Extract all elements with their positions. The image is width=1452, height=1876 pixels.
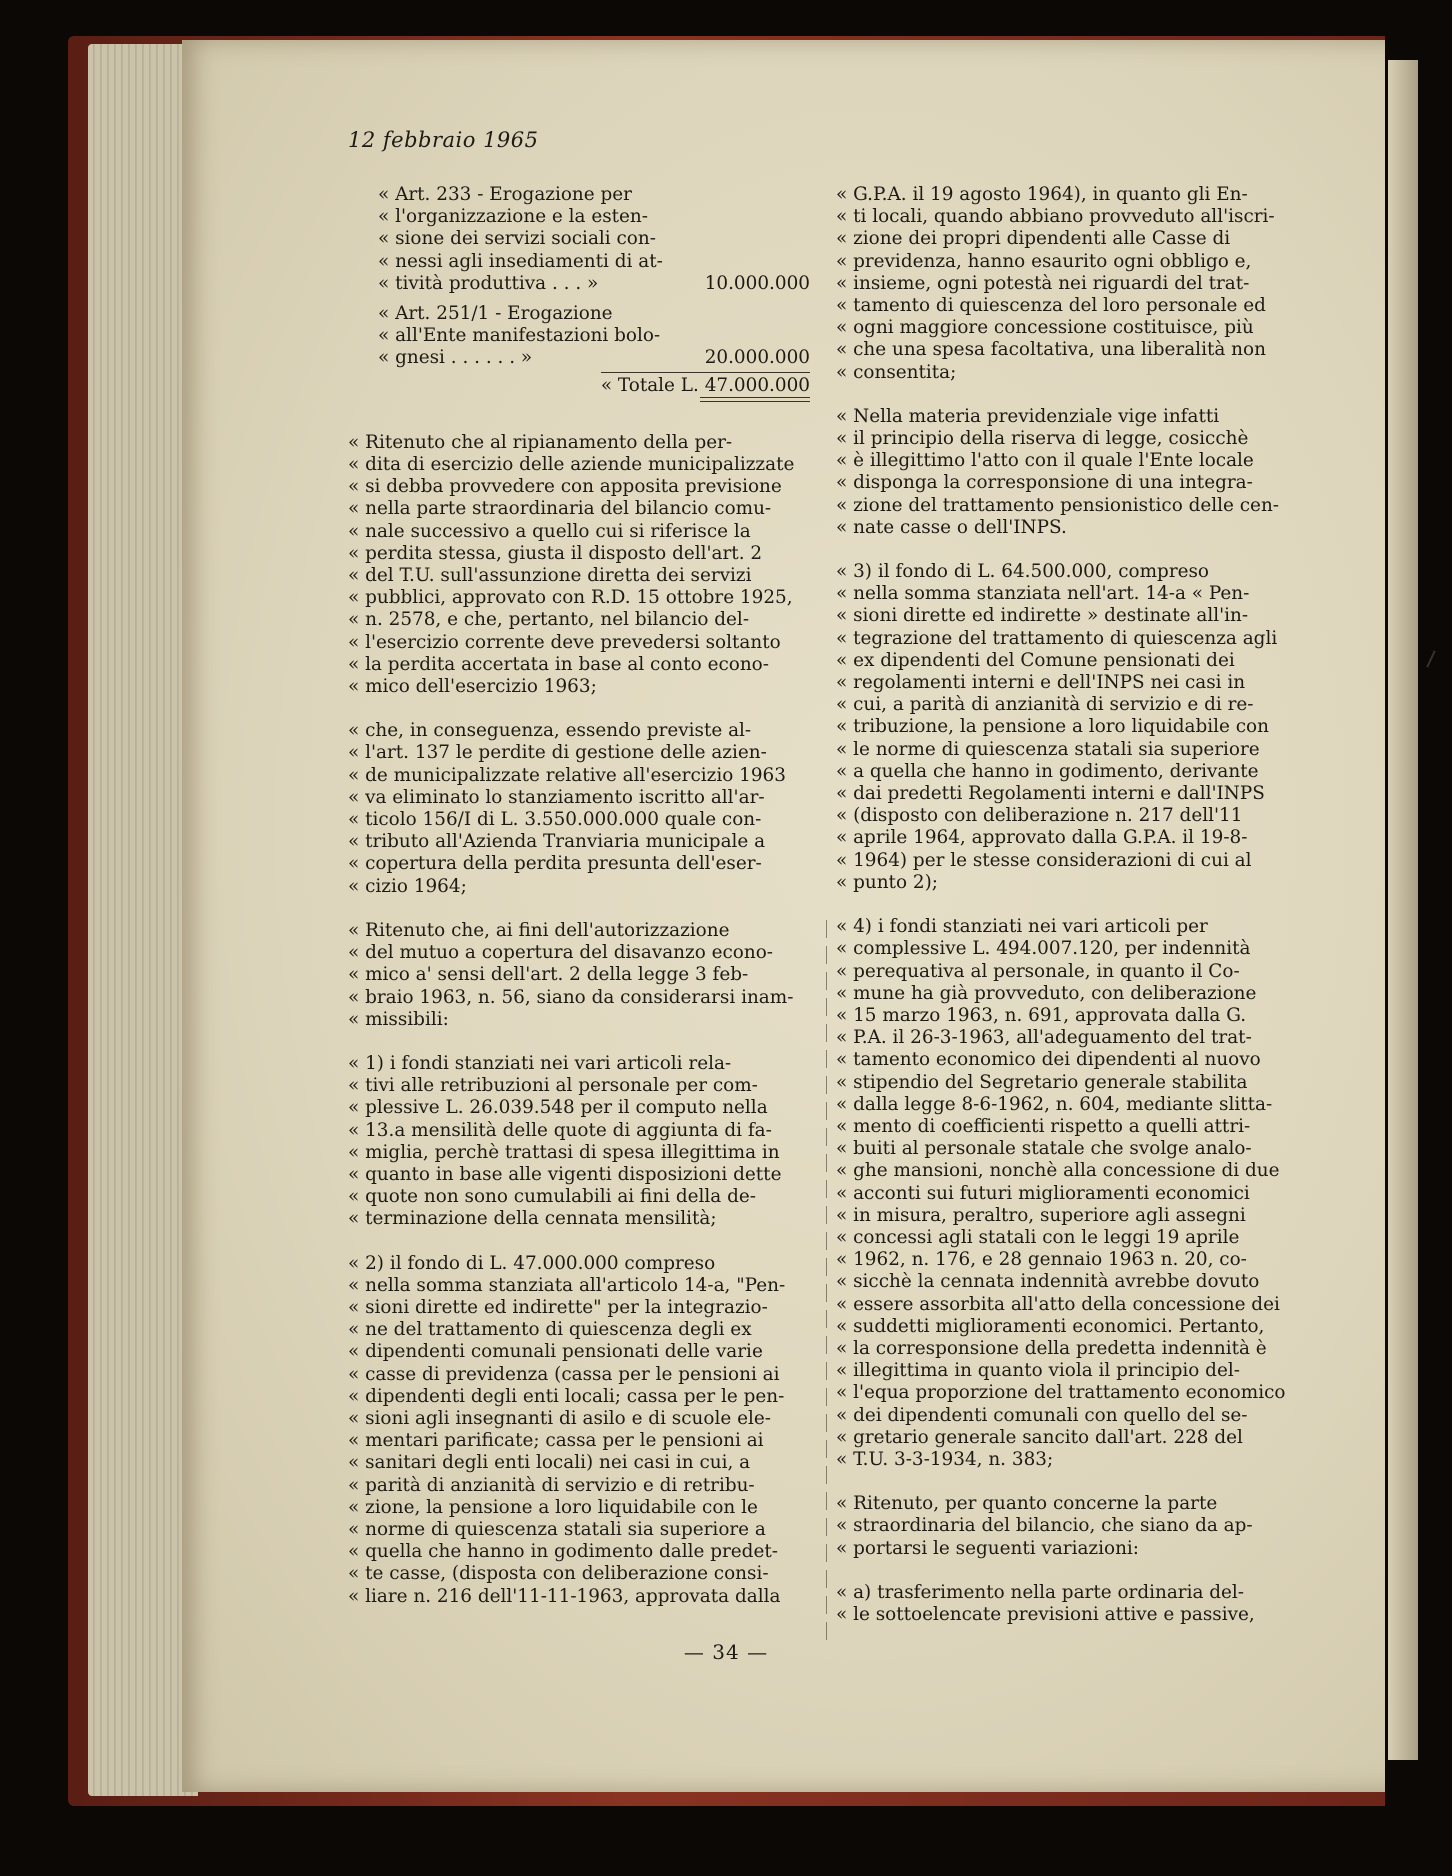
text-line: « complessive L. 494.007.120, per indennità bbox=[836, 938, 1251, 960]
paragraph bbox=[348, 920, 810, 1031]
text-line: « si debba provvedere con apposita previsione bbox=[348, 476, 782, 498]
double-rule bbox=[700, 397, 810, 402]
text-line: « ne del trattamento di quiescenza degli ex bbox=[348, 1319, 752, 1341]
text-line: « tribuzione, la pensione a loro liquidabile con bbox=[836, 716, 1269, 738]
text-line: « tributo all'Azienda Tranviaria municipale a bbox=[348, 831, 766, 853]
text-line: « cizio 1964; bbox=[348, 875, 467, 897]
text-line: « stipendio del Segretario generale stabilita bbox=[836, 1071, 1248, 1093]
text-line: « terminazione della cennata mensilità; bbox=[348, 1208, 717, 1230]
text-line: « casse di previdenza (cassa per le pensioni ai bbox=[348, 1363, 780, 1385]
text-line: « Ritenuto che al ripianamento della per- bbox=[348, 431, 733, 453]
text-line: « aprile 1964, approvato dalla G.P.A. il 19-8- bbox=[836, 827, 1248, 849]
text-line: « a) trasferimento nella parte ordinaria del- bbox=[836, 1581, 1245, 1603]
text-line: « ti locali, quando abbiano provveduto all'iscri- bbox=[836, 206, 1275, 228]
paragraph bbox=[836, 184, 1302, 384]
text-line: « del T.U. sull'assunzione diretta dei servizi bbox=[348, 565, 752, 587]
text-line: « l'esercizio corrente deve prevedersi soltanto bbox=[348, 631, 781, 653]
text-line: « G.P.A. il 19 agosto 1964), in quanto gli En- bbox=[836, 184, 1248, 205]
text-line: « gretario generale sancito dall'art. 228 del bbox=[836, 1426, 1243, 1448]
text-line: « illegittima in quanto viola il principio del- bbox=[836, 1360, 1240, 1382]
text-line: « nessi agli insediamenti di at- bbox=[378, 250, 663, 272]
text-line: « nella somma stanziata nell'art. 14-a « Pen- bbox=[836, 583, 1250, 605]
text-line: « sanitari degli enti locali) nei casi in cui, a bbox=[348, 1452, 751, 1474]
text-line: « buiti al personale statale che svolge analo- bbox=[836, 1138, 1252, 1160]
text-line: « Ritenuto, per quanto concerne la parte bbox=[836, 1493, 1218, 1515]
text-line: « Nella materia previdenziale vige infatti bbox=[836, 405, 1220, 427]
text-line: « mentari parificate; cassa per le pensioni ai bbox=[348, 1430, 764, 1452]
text-line: « Art. 233 - Erogazione per bbox=[378, 184, 632, 205]
text-line: « 13.a mensilità delle quote di aggiunta di fa- bbox=[348, 1119, 772, 1141]
text-line: « l'organizzazione e la esten- bbox=[378, 206, 648, 228]
text-line: « 1962, n. 176, e 28 gennaio 1963 n. 20, co- bbox=[836, 1249, 1247, 1271]
text-line: « dei dipendenti comunali con quello del se- bbox=[836, 1404, 1248, 1426]
article-amount: 10.000.000 bbox=[704, 272, 810, 294]
text-line: « portarsi le seguenti variazioni: bbox=[836, 1537, 1139, 1559]
text-line: « perequativa al personale, in quanto il Co- bbox=[836, 960, 1240, 982]
text-line: « il principio della riserva di legge, cosicchè bbox=[836, 428, 1249, 450]
text-line: « plessive L. 26.039.548 per il computo nella bbox=[348, 1097, 768, 1119]
text-line: « del mutuo a copertura del disavanzo econo- bbox=[348, 942, 774, 964]
article-amount: 20.000.000 bbox=[704, 347, 810, 369]
text-line: « ex dipendenti del Comune pensionati dei bbox=[836, 649, 1235, 671]
text-line: « zione, la pensione a loro liquidabile con le bbox=[348, 1496, 758, 1518]
text-line: « cui, a parità di anzianità di servizio e di re- bbox=[836, 694, 1254, 716]
text-line: « previdenza, hanno esaurito ogni obbligo e, bbox=[836, 250, 1252, 272]
text-line: « missibili: bbox=[348, 1008, 449, 1030]
text-line: « copertura della perdita presunta dell'eser- bbox=[348, 853, 762, 875]
paragraph bbox=[836, 561, 1302, 894]
text-line: « te casse, (disposta con deliberazione consi- bbox=[348, 1563, 769, 1585]
text-line: « consentita; bbox=[836, 361, 957, 383]
text-line: « concessi agli statali con le leggi 19 aprile bbox=[836, 1226, 1240, 1248]
text-line: « straordinaria del bilancio, che siano da ap- bbox=[836, 1515, 1253, 1537]
text-line: « ticolo 156/I di L. 3.550.000.000 quale con- bbox=[348, 809, 762, 831]
paragraph bbox=[348, 432, 810, 698]
paragraph bbox=[836, 1493, 1302, 1560]
text-line: « miglia, perchè trattasi di spesa illegittima in bbox=[348, 1141, 780, 1163]
text-line: « (disposto con deliberazione n. 217 dell'11 bbox=[836, 805, 1243, 827]
text-line: « zione dei propri dipendenti alle Casse di bbox=[836, 228, 1231, 250]
text-line: « tegrazione del trattamento di quiescenza agli bbox=[836, 627, 1278, 649]
text-line: « l'art. 137 le perdite di gestione delle azien- bbox=[348, 742, 767, 764]
text-line: « è illegittimo l'atto con il quale l'Ente locale bbox=[836, 450, 1254, 472]
text-line: « che una spesa facoltativa, una liberalità non bbox=[836, 339, 1266, 361]
total-line bbox=[348, 372, 810, 397]
text-line: « sicchè la cennata indennità avrebbe dovuto bbox=[836, 1271, 1260, 1293]
text-line: « 2) il fondo di L. 47.000.000 compreso bbox=[348, 1252, 716, 1274]
next-page-edge bbox=[1388, 60, 1418, 1760]
text-line: « 4) i fondi stanziati nei vari articoli per bbox=[836, 916, 1208, 938]
text-line: « mento di coefficienti rispetto a quelli attri- bbox=[836, 1115, 1251, 1137]
text-line: « dai predetti Regolamenti interni e dall'INPS bbox=[836, 783, 1265, 805]
paragraph bbox=[348, 720, 810, 898]
text-line: « in misura, peraltro, superiore agli assegni bbox=[836, 1204, 1246, 1226]
text-line: « parità di anzianità di servizio e di retribu- bbox=[348, 1474, 755, 1496]
text-line: « tività produttiva . . . » bbox=[378, 272, 599, 294]
text-line: « sioni dirette ed indirette » destinate all'in- bbox=[836, 605, 1249, 627]
text-line: « P.A. il 26-3-1963, all'adeguamento del trat- bbox=[836, 1027, 1252, 1049]
text-line: « ogni maggiore concessione costituisce, più bbox=[836, 317, 1254, 339]
text-line: « essere assorbita all'atto della concessione dei bbox=[836, 1293, 1280, 1315]
text-line: « regolamenti interni e dell'INPS nei casi in bbox=[836, 672, 1246, 694]
text-line: « le norme di quiescenza statali sia superiore bbox=[836, 738, 1260, 760]
article-entry bbox=[348, 184, 810, 295]
article-entry bbox=[348, 303, 810, 370]
text-line: « de municipalizzate relative all'esercizio 1963 bbox=[348, 764, 786, 786]
column-separator bbox=[826, 920, 827, 1640]
paragraph bbox=[348, 1253, 810, 1608]
text-line: « tamento di quiescenza del loro personale ed bbox=[836, 295, 1266, 317]
text-line: « 3) il fondo di L. 64.500.000, compreso bbox=[836, 561, 1210, 583]
text-line: « zione del trattamento pensionistico delle cen- bbox=[836, 494, 1280, 516]
right-column bbox=[836, 184, 1302, 1648]
text-line: « dita di esercizio delle aziende municipalizzate bbox=[348, 454, 795, 476]
text-line: « la corresponsione della predetta indennità è bbox=[836, 1337, 1267, 1359]
text-line: « la perdita accertata in base al conto econo- bbox=[348, 653, 769, 675]
paragraph bbox=[836, 406, 1302, 539]
text-line: « nella parte straordinaria del bilancio comu- bbox=[348, 498, 772, 520]
text-line: « mune ha già provveduto, con deliberazione bbox=[836, 982, 1257, 1004]
text-line: « suddetti miglioramenti economici. Pertanto, bbox=[836, 1315, 1265, 1337]
text-line: « insieme, ogni potestà nei riguardi del trat- bbox=[836, 272, 1250, 294]
left-column bbox=[348, 184, 810, 1630]
text-line: « quanto in base alle vigenti disposizioni dette bbox=[348, 1163, 782, 1185]
text-line: « ghe mansioni, nonchè alla concessione di due bbox=[836, 1160, 1280, 1182]
text-line: « va eliminato lo stanziamento iscritto all'ar- bbox=[348, 786, 765, 808]
text-line: « le sottoelencate previsioni attive e passive, bbox=[836, 1603, 1255, 1625]
text-line: « sioni agli insegnanti di asilo e di scuole ele- bbox=[348, 1407, 771, 1429]
text-line: « 15 marzo 1963, n. 691, approvata dalla G. bbox=[836, 1004, 1247, 1026]
text-line: « dipendenti comunali pensionati delle varie bbox=[348, 1341, 763, 1363]
text-line: « norme di quiescenza statali sia superiore a bbox=[348, 1518, 766, 1540]
text-line: « liare n. 216 dell'11-11-1963, approvata dalla bbox=[348, 1585, 781, 1607]
text-line: « all'Ente manifestazioni bolo- bbox=[378, 325, 661, 347]
text-line: « sione dei servizi sociali con- bbox=[378, 228, 656, 250]
header-date: 12 febbraio 1965 bbox=[348, 128, 539, 152]
text-line: « quote non sono cumulabili ai fini della de- bbox=[348, 1186, 756, 1208]
text-line: « nate casse o dell'INPS. bbox=[836, 516, 1067, 538]
text-line: « T.U. 3-3-1934, n. 383; bbox=[836, 1448, 1054, 1470]
text-line: « dipendenti degli enti locali; cassa per le pen- bbox=[348, 1385, 785, 1407]
paragraph bbox=[348, 1053, 810, 1231]
page-number: — 34 — bbox=[683, 1640, 769, 1664]
text-line: « l'equa proporzione del trattamento economico bbox=[836, 1382, 1286, 1404]
text-line: « che, in conseguenza, essendo previste al- bbox=[348, 720, 752, 742]
text-line: « pubblici, approvato con R.D. 15 ottobre 1925, bbox=[348, 587, 793, 609]
text-line: « acconti sui futuri miglioramenti economici bbox=[836, 1182, 1250, 1204]
text-line: « Art. 251/1 - Erogazione bbox=[378, 303, 613, 325]
text-line: « 1964) per le stesse considerazioni di cui al bbox=[836, 849, 1252, 871]
text-line: « disponga la corresponsione di una integra- bbox=[836, 472, 1253, 494]
text-line: « tamento economico dei dipendenti al nuovo bbox=[836, 1049, 1261, 1071]
text-line: « quella che hanno in godimento dalle predet- bbox=[348, 1541, 778, 1563]
total-value: « Totale L. 47.000.000 bbox=[601, 372, 810, 397]
text-line: « dalla legge 8-6-1962, n. 604, mediante slitta- bbox=[836, 1093, 1273, 1115]
text-line: « Ritenuto che, ai fini dell'autorizzazione bbox=[348, 919, 730, 941]
text-line: « a quella che hanno in godimento, derivante bbox=[836, 760, 1259, 782]
text-line: « tivi alle retribuzioni al personale per com- bbox=[348, 1075, 758, 1097]
text-line: « nella somma stanziata all'articolo 14-a, "Pen- bbox=[348, 1274, 786, 1296]
left-paragraphs bbox=[348, 432, 810, 1608]
article-text bbox=[378, 303, 688, 370]
text-line: « mico dell'esercizio 1963; bbox=[348, 676, 597, 698]
text-line: « braio 1963, n. 56, siano da considerarsi inam- bbox=[348, 986, 794, 1008]
text-line: « mico a' sensi dell'art. 2 della legge 3 feb- bbox=[348, 964, 749, 986]
text-line: « sioni dirette ed indirette" per la integrazio- bbox=[348, 1296, 768, 1318]
text-line: « punto 2); bbox=[836, 871, 938, 893]
paragraph bbox=[836, 916, 1302, 1471]
text-line: « nale successivo a quello cui si riferisce la bbox=[348, 520, 751, 542]
text-line: « perdita stessa, giusta il disposto dell'art. 2 bbox=[348, 542, 763, 564]
paragraph bbox=[836, 1582, 1302, 1626]
article-text bbox=[378, 184, 688, 295]
text-line: « n. 2578, e che, pertanto, nel bilancio del- bbox=[348, 609, 750, 631]
text-line: « gnesi . . . . . . » bbox=[378, 347, 533, 369]
text-line: « 1) i fondi stanziati nei vari articoli rela- bbox=[348, 1052, 732, 1074]
